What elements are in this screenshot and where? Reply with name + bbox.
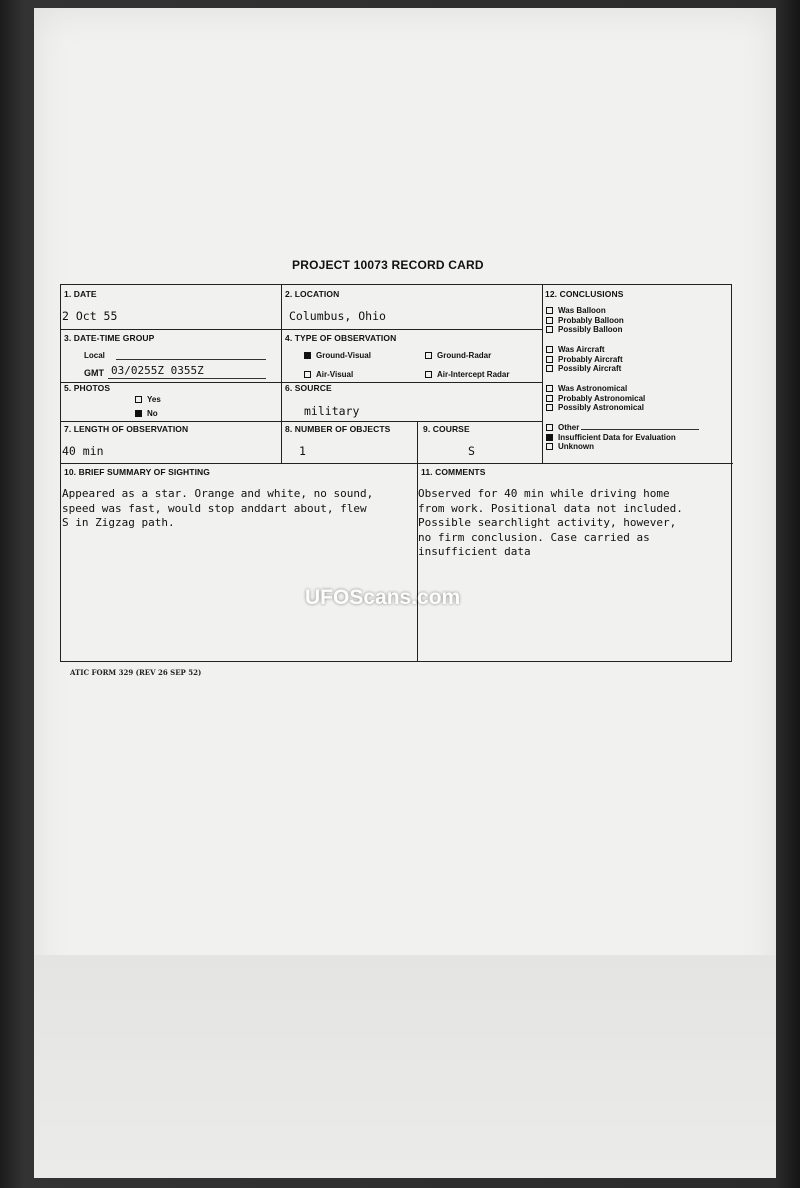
comments-line: no firm conclusion. Case carried as bbox=[418, 530, 650, 544]
card-title: PROJECT 10073 RECORD CARD bbox=[292, 258, 484, 272]
conclusion-was-astronomical: Was Astronomical bbox=[546, 384, 645, 394]
datetime-label: 3. DATE-TIME GROUP bbox=[64, 333, 155, 343]
summary-text bbox=[62, 487, 373, 531]
comments-text bbox=[418, 487, 683, 560]
ground-visual-checkbox bbox=[304, 352, 311, 359]
conclusion-other: Other bbox=[546, 423, 699, 433]
date-value: 2 Oct 55 bbox=[62, 309, 118, 323]
photos-label: 5. PHOTOS bbox=[64, 383, 111, 393]
location-value: Columbus, Ohio bbox=[289, 309, 386, 323]
gmt-label: GMT bbox=[84, 368, 104, 378]
summary-label: 10. BRIEF SUMMARY OF SIGHTING bbox=[64, 467, 210, 477]
summary-line: S in Zigzag path. bbox=[62, 516, 175, 529]
local-line bbox=[116, 359, 266, 360]
option-air-intercept-radar: Air-Intercept Radar bbox=[425, 370, 509, 379]
comments-line: from work. Positional data not included. bbox=[418, 501, 683, 515]
num-objects-label: 8. NUMBER OF OBJECTS bbox=[285, 424, 391, 434]
conclusions-group-astronomical bbox=[546, 384, 645, 413]
gmt-value: 03/0255Z 0355Z bbox=[111, 364, 204, 377]
source-label: 6. SOURCE bbox=[285, 383, 332, 393]
conclusions-group-balloon bbox=[546, 306, 624, 335]
conclusion-probably-aircraft: Probably Aircraft bbox=[546, 355, 623, 365]
source-value: military bbox=[304, 404, 360, 418]
form-id: ATIC FORM 329 (REV 26 SEP 52) bbox=[70, 668, 202, 677]
air-visual-checkbox bbox=[304, 371, 311, 378]
insufficient-data-checkbox bbox=[546, 434, 553, 441]
location-label: 2. LOCATION bbox=[285, 289, 340, 299]
conclusion-possibly-astronomical: Possibly Astronomical bbox=[546, 403, 645, 413]
option-air-visual: Air-Visual bbox=[304, 370, 353, 379]
option-ground-radar: Ground-Radar bbox=[425, 351, 491, 360]
conclusion-was-aircraft: Was Aircraft bbox=[546, 345, 623, 355]
length-label: 7. LENGTH OF OBSERVATION bbox=[64, 424, 189, 434]
comments-line: Observed for 40 min while driving home bbox=[418, 487, 670, 500]
conclusions-group-other bbox=[546, 423, 699, 452]
observation-type-label: 4. TYPE OF OBSERVATION bbox=[285, 333, 397, 343]
conclusion-was-balloon: Was Balloon bbox=[546, 306, 624, 316]
option-photos-yes: Yes bbox=[135, 395, 161, 404]
ground-radar-checkbox bbox=[425, 352, 432, 359]
air-intercept-radar-checkbox bbox=[425, 371, 432, 378]
conclusion-probably-astronomical: Probably Astronomical bbox=[546, 394, 645, 404]
comments-label: 11. COMMENTS bbox=[421, 467, 486, 477]
conclusion-possibly-aircraft: Possibly Aircraft bbox=[546, 364, 623, 374]
conclusion-insufficient-data: Insufficient Data for Evaluation bbox=[546, 433, 699, 443]
conclusions-label: 12. CONCLUSIONS bbox=[545, 289, 624, 299]
summary-line: Appeared as a star. Orange and white, no sound, bbox=[62, 487, 374, 500]
conclusion-probably-balloon: Probably Balloon bbox=[546, 316, 624, 326]
option-photos-no: No bbox=[135, 409, 158, 418]
length-value: 40 min bbox=[62, 444, 104, 458]
comments-line: Possible searchlight activity, however, bbox=[418, 516, 677, 529]
option-ground-visual: Ground-Visual bbox=[304, 351, 371, 360]
photos-no-checkbox bbox=[135, 410, 142, 417]
course-label: 9. COURSE bbox=[423, 424, 470, 434]
conclusions-group-aircraft bbox=[546, 345, 623, 374]
photos-yes-checkbox bbox=[135, 396, 142, 403]
conclusion-unknown: Unknown bbox=[546, 442, 699, 452]
local-label: Local bbox=[84, 351, 105, 360]
watermark: UFOScans.com bbox=[305, 586, 461, 609]
num-objects-value: 1 bbox=[299, 444, 306, 458]
date-label: 1. DATE bbox=[64, 289, 97, 299]
conclusion-possibly-balloon: Possibly Balloon bbox=[546, 325, 624, 335]
page-lower-shade bbox=[34, 955, 776, 1178]
summary-line: speed was fast, would stop anddart about, flew bbox=[62, 501, 367, 515]
gmt-line bbox=[108, 378, 266, 379]
course-value: S bbox=[468, 444, 475, 458]
comments-line: insufficient data bbox=[418, 545, 531, 558]
